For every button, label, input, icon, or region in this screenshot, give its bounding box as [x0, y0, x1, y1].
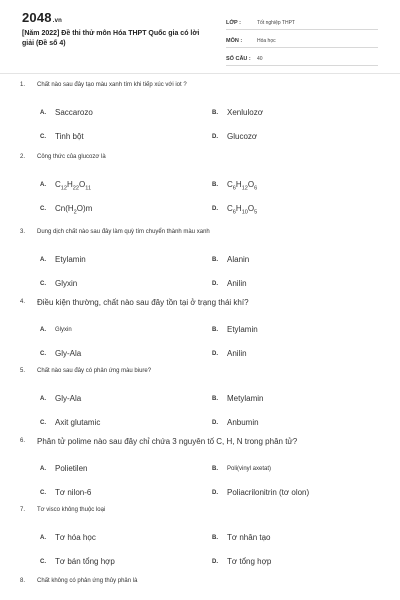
- option-c-text[interactable]: Axit glutamic: [55, 418, 101, 427]
- option-b-text[interactable]: Metylamin: [227, 394, 264, 403]
- option-c-text[interactable]: Tơ bán tổng hợp: [55, 557, 115, 566]
- option-c-text[interactable]: Tinh bột: [55, 132, 84, 141]
- meta-label: SỐ CÂU :: [226, 56, 251, 62]
- option-a-letter: A.: [40, 466, 46, 472]
- option-a-letter: A.: [40, 110, 46, 116]
- option-a-text[interactable]: Glyxin: [55, 327, 72, 333]
- option-b-text[interactable]: Poli(vinyl axetat): [227, 466, 272, 472]
- option-b-text[interactable]: Etylamin: [227, 325, 258, 334]
- question-number: 1.: [20, 82, 26, 88]
- exam-header: [0, 0, 400, 70]
- question-text: Dung dịch chất nào sau đây làm quỳ tím chuyển thành màu xanh: [37, 229, 210, 235]
- option-a-letter: A.: [40, 257, 46, 263]
- option-c-letter: C.: [40, 490, 46, 496]
- option-c-letter: C.: [40, 134, 46, 140]
- meta-row-class: [226, 14, 378, 30]
- question-text: Chất nào sau đây tạo màu xanh tím khi tiếp xúc với iot ?: [37, 82, 187, 88]
- exam-title: [Năm 2022] Đề thi thử môn Hóa THPT Quốc gia có lời giải (Đề số 4): [22, 30, 200, 47]
- question-number: 5.: [20, 368, 26, 374]
- option-b-text[interactable]: Alanin: [227, 255, 250, 264]
- option-c-letter: C.: [40, 559, 46, 565]
- header-divider: [0, 73, 400, 74]
- logo-main: 2048: [22, 10, 52, 25]
- meta-label: LỚP :: [226, 20, 241, 26]
- option-c-text[interactable]: Glyxin: [55, 279, 78, 288]
- option-c-letter: C.: [40, 206, 46, 212]
- option-a-text[interactable]: Tơ hóa học: [55, 533, 96, 542]
- meta-value: 40: [257, 56, 263, 62]
- option-a-text[interactable]: Gly-Ala: [55, 394, 82, 403]
- question-text: Chất nào sau đây có phản ứng màu biure?: [37, 368, 152, 374]
- option-d-letter: D.: [212, 134, 218, 140]
- option-b-letter: B.: [212, 396, 218, 402]
- option-b-letter: B.: [212, 535, 218, 541]
- option-d-text[interactable]: Tơ tổng hợp: [227, 557, 272, 566]
- option-d-letter: D.: [212, 490, 218, 496]
- option-a-letter: A.: [40, 182, 46, 188]
- option-b-text[interactable]: Tơ nhân tạo: [227, 533, 271, 542]
- option-b-text[interactable]: Xenlulozơ: [227, 108, 263, 117]
- option-c-text[interactable]: $Cn(H_2O)m$: [55, 204, 93, 216]
- option-c-letter: C.: [40, 351, 46, 357]
- question-number: 6.: [20, 438, 26, 444]
- option-a-letter: A.: [40, 535, 46, 541]
- option-d-text[interactable]: Anbumin: [227, 418, 259, 427]
- question-text: Công thức của glucozơ là: [37, 154, 106, 160]
- option-d-letter: D.: [212, 420, 218, 426]
- meta-row-subject: [226, 32, 378, 48]
- question-text: Chất không có phản ứng thủy phân là: [37, 578, 138, 584]
- option-d-text[interactable]: Anilin: [227, 279, 247, 288]
- option-b-letter: B.: [212, 327, 218, 333]
- option-b-text[interactable]: $C_6H_{12}O_6$: [227, 180, 258, 192]
- option-d-text[interactable]: Glucozơ: [227, 132, 258, 141]
- logo-suffix: .vn: [52, 18, 63, 24]
- option-d-letter: D.: [212, 559, 218, 565]
- option-a-text[interactable]: Saccarozo: [55, 108, 93, 117]
- option-d-text[interactable]: Anilin: [227, 349, 247, 358]
- meta-value: Tốt nghiệp THPT: [257, 20, 295, 26]
- option-a-text[interactable]: Polietilen: [55, 464, 88, 473]
- option-d-text[interactable]: $C_6H_{10}O_5$: [227, 204, 258, 216]
- option-b-letter: B.: [212, 466, 218, 472]
- meta-value: Hóa học: [257, 38, 276, 44]
- option-a-letter: A.: [40, 396, 46, 402]
- question-number: 4.: [20, 299, 26, 305]
- option-b-letter: B.: [212, 110, 218, 116]
- option-a-letter: A.: [40, 327, 46, 333]
- option-b-letter: B.: [212, 182, 218, 188]
- option-d-letter: D.: [212, 281, 218, 287]
- option-a-text[interactable]: $C_{12}H_{22}O_{11}$: [55, 180, 92, 192]
- question-number: 2.: [20, 154, 26, 160]
- question-text: Phân tử polime nào sau đây chỉ chứa 3 nguyên tố C, H, N trong phân tử?: [37, 437, 298, 446]
- exam-meta: [226, 14, 378, 68]
- question-text: Tơ visco không thuộc loại: [37, 507, 106, 513]
- meta-label: MÔN :: [226, 38, 243, 44]
- meta-row-question-count: [226, 50, 378, 66]
- question-number: 7.: [20, 507, 26, 513]
- option-a-text[interactable]: Etylamin: [55, 255, 86, 264]
- option-d-letter: D.: [212, 351, 218, 357]
- option-c-text[interactable]: Tơ nilon-6: [55, 488, 92, 497]
- option-c-text[interactable]: Gly-Ala: [55, 349, 82, 358]
- site-logo[interactable]: [22, 10, 62, 25]
- question-number: 8.: [20, 578, 26, 584]
- question-number: 3.: [20, 229, 26, 235]
- option-c-letter: C.: [40, 281, 46, 287]
- option-d-letter: D.: [212, 206, 218, 212]
- option-d-text[interactable]: Poliacrilonitrin (tơ olon): [227, 488, 310, 497]
- option-c-letter: C.: [40, 420, 46, 426]
- question-text: Điều kiện thường, chất nào sau đây tồn tại ở trạng thái khí?: [37, 298, 249, 307]
- option-b-letter: B.: [212, 257, 218, 263]
